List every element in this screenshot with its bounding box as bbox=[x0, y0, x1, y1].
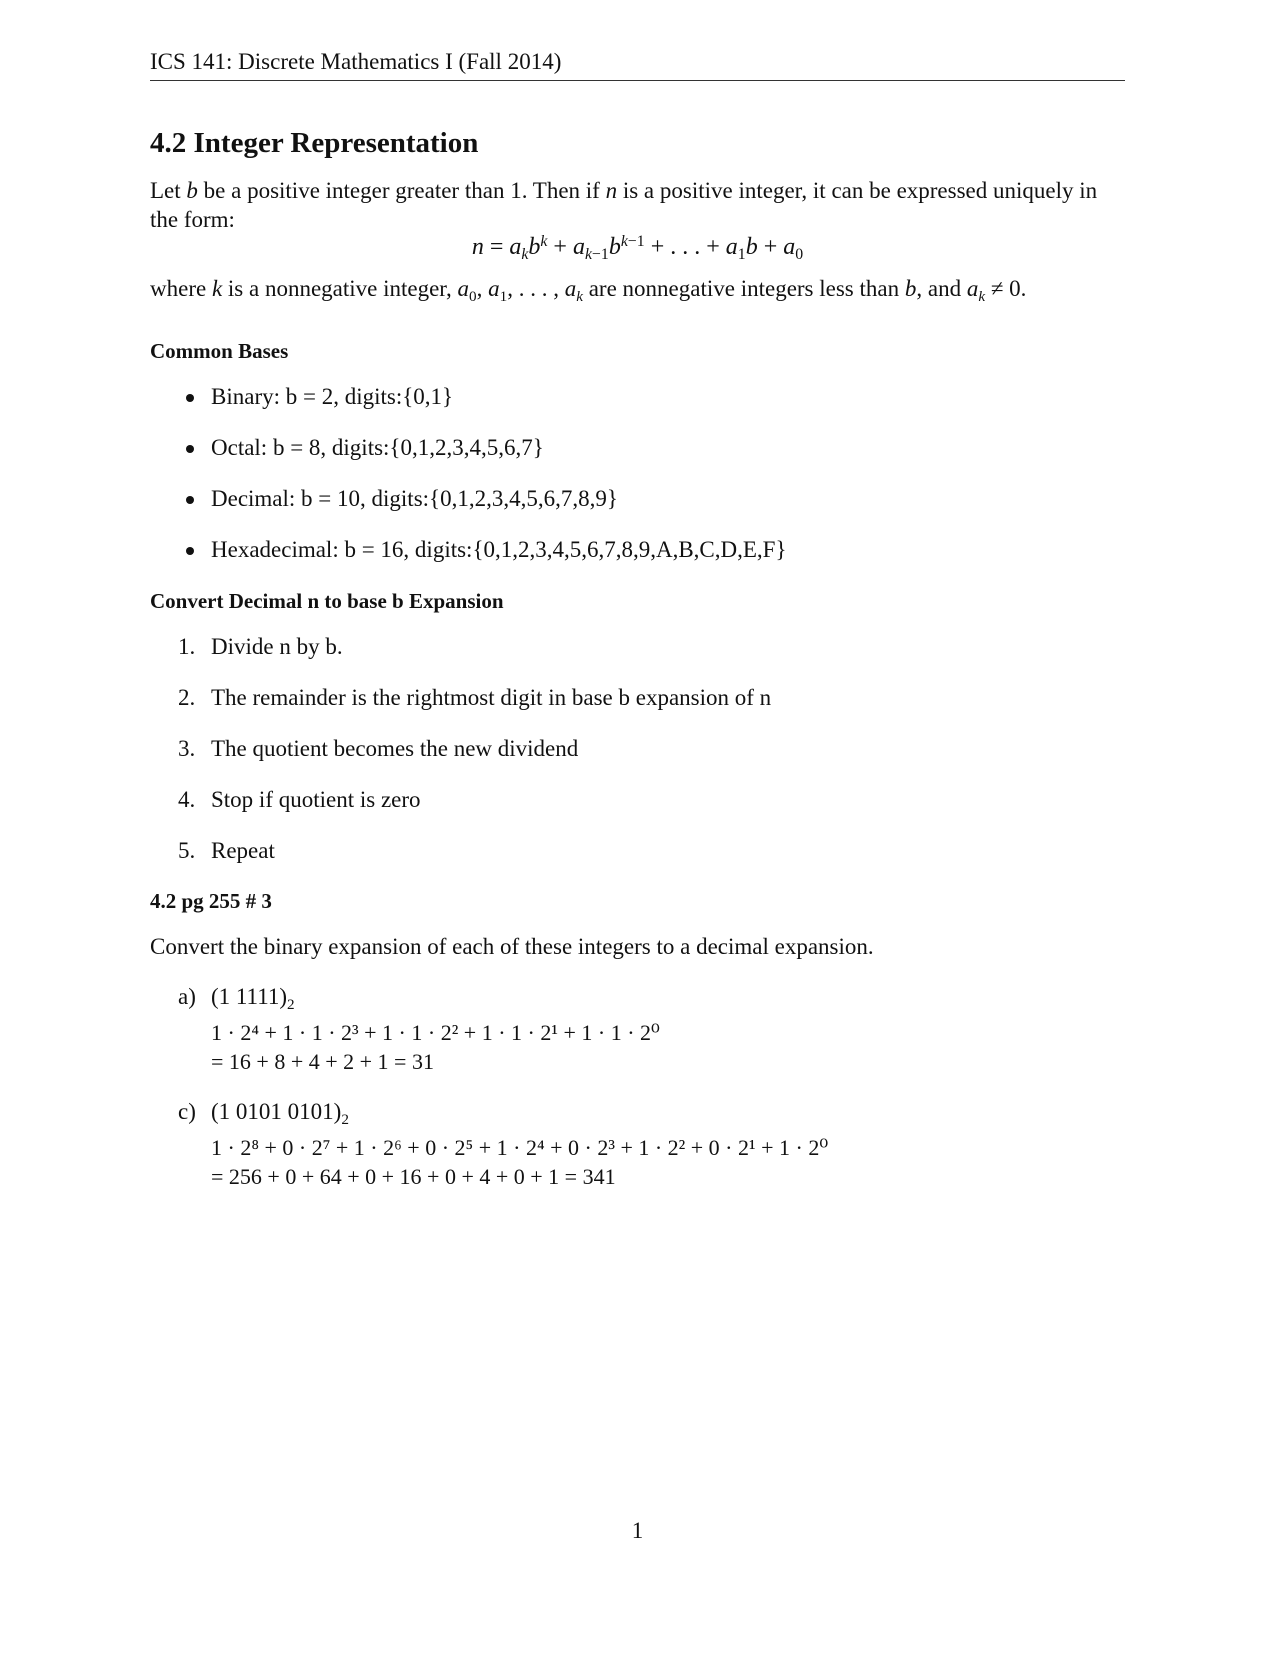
list-item: 1. Divide n by b. bbox=[178, 634, 343, 659]
list-item: 5. Repeat bbox=[178, 838, 275, 863]
expansion-formula: $n = a_kb^k + a_{k-1}b^{k-1}$ + . . . + $a_1b + a_0$ bbox=[471, 233, 804, 263]
intro-paragraph: Let b be a positive integer greater than 1. Then if n is a positive integer, it can be expressed uniquely in the form: bbox=[150, 178, 1098, 232]
exercise-prompt: Convert the binary expansion of each of these integers to a decimal expansion. bbox=[150, 934, 874, 959]
exercise-part-a-expansion: 1 · 2⁴ + 1 · 1 · 2³ + 1 · 1 · 2² + 1 · 1 · 2¹ + 1 · 1 · 2⁰ bbox=[211, 1020, 660, 1045]
convert-steps bbox=[150, 632, 1125, 887]
exercise-part-a-result: = 16 + 8 + 4 + 2 + 1 = 31 bbox=[211, 1049, 434, 1074]
binary-number: (1 1111) bbox=[211, 984, 288, 1009]
document-page: ICS 141: Discrete Mathematics I (Fall 2014) 4.2 Integer Representation Let b be a positive integer greater than 1. Then if n is a positive integer, it can be expressed uniquely in the form: $n = a_kb^k + a_{k-1}b^{k-1}$ + . . . + $a_1b + a_0$ where k is a nonnegative integer, $a_0$, $a_1$, . . . , $a_k$ are nonnegative integers less than b, and $a_k \ne 0$. Common Bases Binary: b = 2, digits:{0,1} Octal: b = 8, digits:{0,1,2,3,4,5,6,7} Decimal: b = 10, digits:{0,1,2,3,4,5,6,7,8,9} Hexadecimal: b = 16, digits:{0,1,2,3,4,5,6,7,8,9,A,B,C,D,E,F} Convert Decimal n to base b Expansion 1. Divide n by b. 2. The remainder is the rightmost digit in base b expansion of n 3. The quotient becomes the new dividend 4. Stop if quotient is zero 5. Repeat 4.2 pg 255 # 3 Convert the binary expansion of each of these integers to a decimal expansion. a) (1 $1111)_2$ 1 · 2⁴ + 1 · 1 · 2³ + 1 · 1 · 2² + 1 · 1 · 2¹ + 1 · 1 · 2⁰ = 16 + 8 + 4 + 2 + 1 = 31 c) (1 0101 $0101)_2$ 1 · 2⁸ + 0 · 2⁷ + 1 · 2⁶ + 0 · 2⁵ + 1 · 2⁴ + 0 · 2³ + 1 · 2² + 0 · 2¹ + 1 · 2⁰ = 256 + 0 + 64 + 0 + 16 + 0 + 4 + 0 + 1 = 341 1 bbox=[150, 0, 1125, 1656]
common-bases-list bbox=[150, 382, 1125, 586]
exercise-heading: 4.2 pg 255 # 3 bbox=[150, 889, 272, 913]
bullet-icon bbox=[186, 496, 194, 504]
list-item: Octal: b = 8, digits:{0,1,2,3,4,5,6,7} bbox=[150, 433, 1125, 484]
bullet-icon bbox=[186, 445, 194, 453]
list-item: 4. Stop if quotient is zero bbox=[178, 787, 421, 812]
intro-conditions: where k is a nonnegative integer, $a_0$, $a_1$, . . . , $a_k$ are nonnegative integers less than b, and $a_k \ne 0$. bbox=[150, 276, 1027, 305]
running-head: ICS 141: Discrete Mathematics I (Fall 2014) bbox=[150, 48, 1125, 81]
bullet-icon bbox=[186, 394, 194, 402]
list-item: 2. The remainder is the rightmost digit in base b expansion of n bbox=[178, 685, 772, 710]
bullet-icon bbox=[186, 547, 194, 555]
page-number: 1 bbox=[631, 1518, 644, 1543]
binary-number: (1 0101 0101) bbox=[211, 1099, 342, 1124]
list-item: 3. The quotient becomes the new dividend bbox=[178, 736, 579, 761]
list-item: Binary: b = 2, digits:{0,1} bbox=[150, 382, 1125, 433]
common-bases-heading: Common Bases bbox=[150, 339, 289, 363]
convert-heading: Convert Decimal n to base b Expansion bbox=[150, 589, 504, 613]
list-item: Hexadecimal: b = 16, digits:{0,1,2,3,4,5,6,7,8,9,A,B,C,D,E,F} bbox=[150, 535, 1125, 586]
exercise-part-c-expansion: 1 · 2⁸ + 0 · 2⁷ + 1 · 2⁶ + 0 · 2⁵ + 1 · 2⁴ + 0 · 2³ + 1 · 2² + 0 · 2¹ + 1 · 2⁰ bbox=[211, 1135, 829, 1160]
list-item: Decimal: b = 10, digits:{0,1,2,3,4,5,6,7,8,9} bbox=[150, 484, 1125, 535]
section-title: 4.2 Integer Representation bbox=[150, 127, 479, 159]
exercise-part-c-result: = 256 + 0 + 64 + 0 + 16 + 0 + 4 + 0 + 1 = 341 bbox=[211, 1164, 616, 1189]
